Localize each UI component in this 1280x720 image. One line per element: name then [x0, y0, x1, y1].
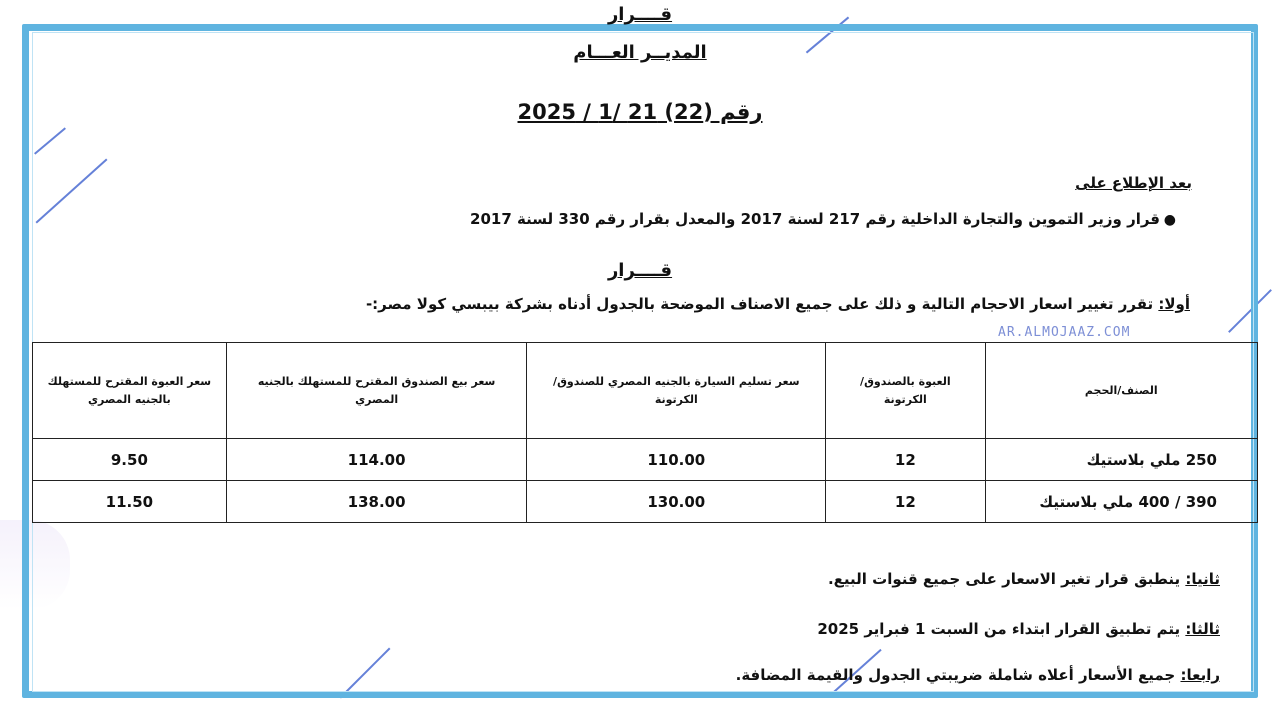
table-row [33, 439, 1258, 481]
second-clause-text: ينطبق قرار تغير الاسعار على جميع قنوات البيع. [827, 570, 1186, 588]
second-clause [828, 570, 1220, 588]
bullet-icon: ● [1163, 212, 1176, 228]
cell-delivery-price: 130.00 [527, 481, 826, 523]
watermark: AR.ALMOJAAZ.COM [998, 325, 1131, 340]
cell-size: 390 / 400 ملي بلاستيك [985, 481, 1257, 523]
general-manager-heading: المديــر العـــام [573, 42, 707, 63]
third-clause-key: ثالثا: [1185, 620, 1220, 638]
decorative-stroke [36, 158, 108, 223]
third-clause [817, 620, 1220, 638]
cell-box-price: 114.00 [226, 439, 527, 481]
header-units: العبوة بالصندوق/ الكرتونة [826, 343, 985, 439]
header-size: الصنف/الحجم [985, 343, 1257, 439]
cell-units: 12 [826, 439, 985, 481]
first-clause-key: أولا: [1158, 295, 1190, 313]
cell-unit-price: 11.50 [33, 481, 227, 523]
table-header-row [33, 343, 1258, 439]
price-table [32, 342, 1258, 523]
header-box-price: سعر بيع الصندوق المقترح للمستهلك بالجنيه المصري [226, 343, 527, 439]
reference-decree-text: قرار وزير التموين والتجارة الداخلية رقم 217 لسنة 2017 والمعدل بقرار رقم 330 لسنة 2017 [470, 210, 1160, 228]
header-unit-price: سعر العبوة المقترح للمستهلك بالجنيه المصري [33, 343, 227, 439]
cell-units: 12 [826, 481, 985, 523]
decision-title: قــــرار [607, 260, 673, 281]
decorative-stroke [1228, 289, 1272, 333]
table-row [33, 481, 1258, 523]
decorative-stroke [340, 648, 391, 699]
decision-heading: قــــرار [607, 4, 673, 25]
cell-box-price: 138.00 [226, 481, 527, 523]
decorative-blob [0, 520, 70, 610]
cell-size: 250 ملي بلاستيك [985, 439, 1257, 481]
after-review-label: بعد الإطلاع على [1075, 174, 1192, 192]
third-clause-text: يتم تطبيق القرار ابتداء من السبت 1 فبراير 2025 [817, 620, 1186, 638]
second-clause-key: ثانيا: [1185, 570, 1220, 588]
cell-unit-price: 9.50 [33, 439, 227, 481]
header-delivery-price: سعر تسليم السيارة بالجنيه المصري للصندوق/الكرتونة [527, 343, 826, 439]
fourth-clause-key: رابعا: [1180, 666, 1220, 684]
first-clause-text: تقرر تغيير اسعار الاحجام التالية و ذلك على جميع الاصناف الموضحة بالجدول أدناه بشركة بيبسي كولا مصر:- [365, 295, 1159, 313]
decorative-stroke [34, 127, 66, 154]
first-clause [366, 295, 1190, 313]
decision-number-date: رقم (22) 21 /1 / 2025 [517, 100, 763, 124]
fourth-clause-text: جميع الأسعار أعلاه شاملة ضريبتي الجدول والقيمة المضافة. [735, 666, 1181, 684]
cell-delivery-price: 110.00 [527, 439, 826, 481]
fourth-clause [736, 666, 1220, 684]
